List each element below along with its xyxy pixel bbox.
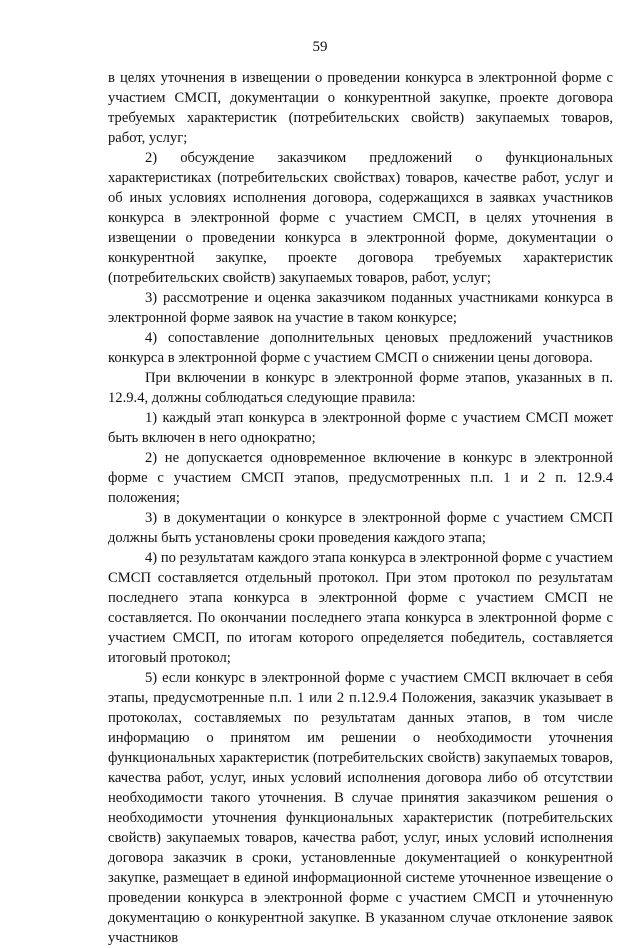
- paragraph-rule-5: 5) если конкурс в электронной форме с участием СМСП включает в себя этапы, предусмотренные п.п. 1 или 2 п.12.9.4 Положения, заказчик указывает в протоколах, составляемых по результатам данных этапов, в том числе информацию о принятом им решении о необходимости уточнения функциональных характеристик (потребительских свойств) закупаемых товаров, качества работ, услуг, иных условий исполнения договора либо об отсутствии необходимости такого уточнения. В случае принятия заказчиком решения о необходимости уточнения функциональных характеристик (потребительских свойств) закупаемых товаров, качества работ, услуг, иных условий исполнения договора заказчик в сроки, установленные документацией о конкурентной закупке, размещает в единой информационной системе уточненное извещение о проведении конкурса в электронной форме с участием СМСП и уточненную документацию о конкурентной закупке. В указанном случае отклонение заявок участников: [108, 670, 613, 946]
- paragraph-continuation: в целях уточнения в извещении о проведении конкурса в электронной форме с участием СМСП, документации о конкурентной закупке, проекте договора требуемых характеристик (потребительских свойств) закупаемых товаров, работ, услуг;: [108, 70, 613, 146]
- paragraph-item-2: 2) обсуждение заказчиком предложений о функциональных характеристиках (потребительских свойствах) товаров, качестве работ, услуг и об иных условиях исполнения договора, содержащихся в заявках участников конкурса в электронной форме с участием СМСП, в целях уточнения в извещении о проведении конкурса в электронной форме, документации о конкурентной закупке, проекте договора требуемых характеристик (потребительских свойств) закупаемых товаров, работ, услуг;: [108, 150, 613, 286]
- paragraph-rules-intro: При включении в конкурс в электронной форме этапов, указанных в п. 12.9.4, должны соблюдаться следующие правила:: [108, 370, 613, 406]
- document-body: [108, 68, 613, 948]
- paragraph-item-3: 3) рассмотрение и оценка заказчиком поданных участниками конкурса в электронной форме заявок на участие в таком конкурсе;: [108, 290, 613, 326]
- paragraph-rule-2: 2) не допускается одновременное включение в конкурс в электронной форме с участием СМСП этапов, предусмотренных п.п. 1 и 2 п. 12.9.4 положения;: [108, 450, 613, 506]
- paragraph-rule-1: 1) каждый этап конкурса в электронной форме с участием СМСП может быть включен в него однократно;: [108, 410, 613, 446]
- page-number: 59: [312, 39, 328, 55]
- paragraph-item-4: 4) сопоставление дополнительных ценовых предложений участников конкурса в электронной форме с участием СМСП о снижении цены договора.: [108, 330, 613, 366]
- paragraph-rule-4: 4) по результатам каждого этапа конкурса в электронной форме с участием СМСП составляется отдельный протокол. При этом протокол по результатам последнего этапа конкурса в электронной форме с участием СМСП не составляется. По окончании последнего этапа конкурса в электронной форме с участием СМСП, по итогам которого определяется победитель, составляется итоговый протокол;: [108, 550, 613, 666]
- paragraph-rule-3: 3) в документации о конкурсе в электронной форме с участием СМСП должны быть установлены сроки проведения каждого этапа;: [108, 510, 613, 546]
